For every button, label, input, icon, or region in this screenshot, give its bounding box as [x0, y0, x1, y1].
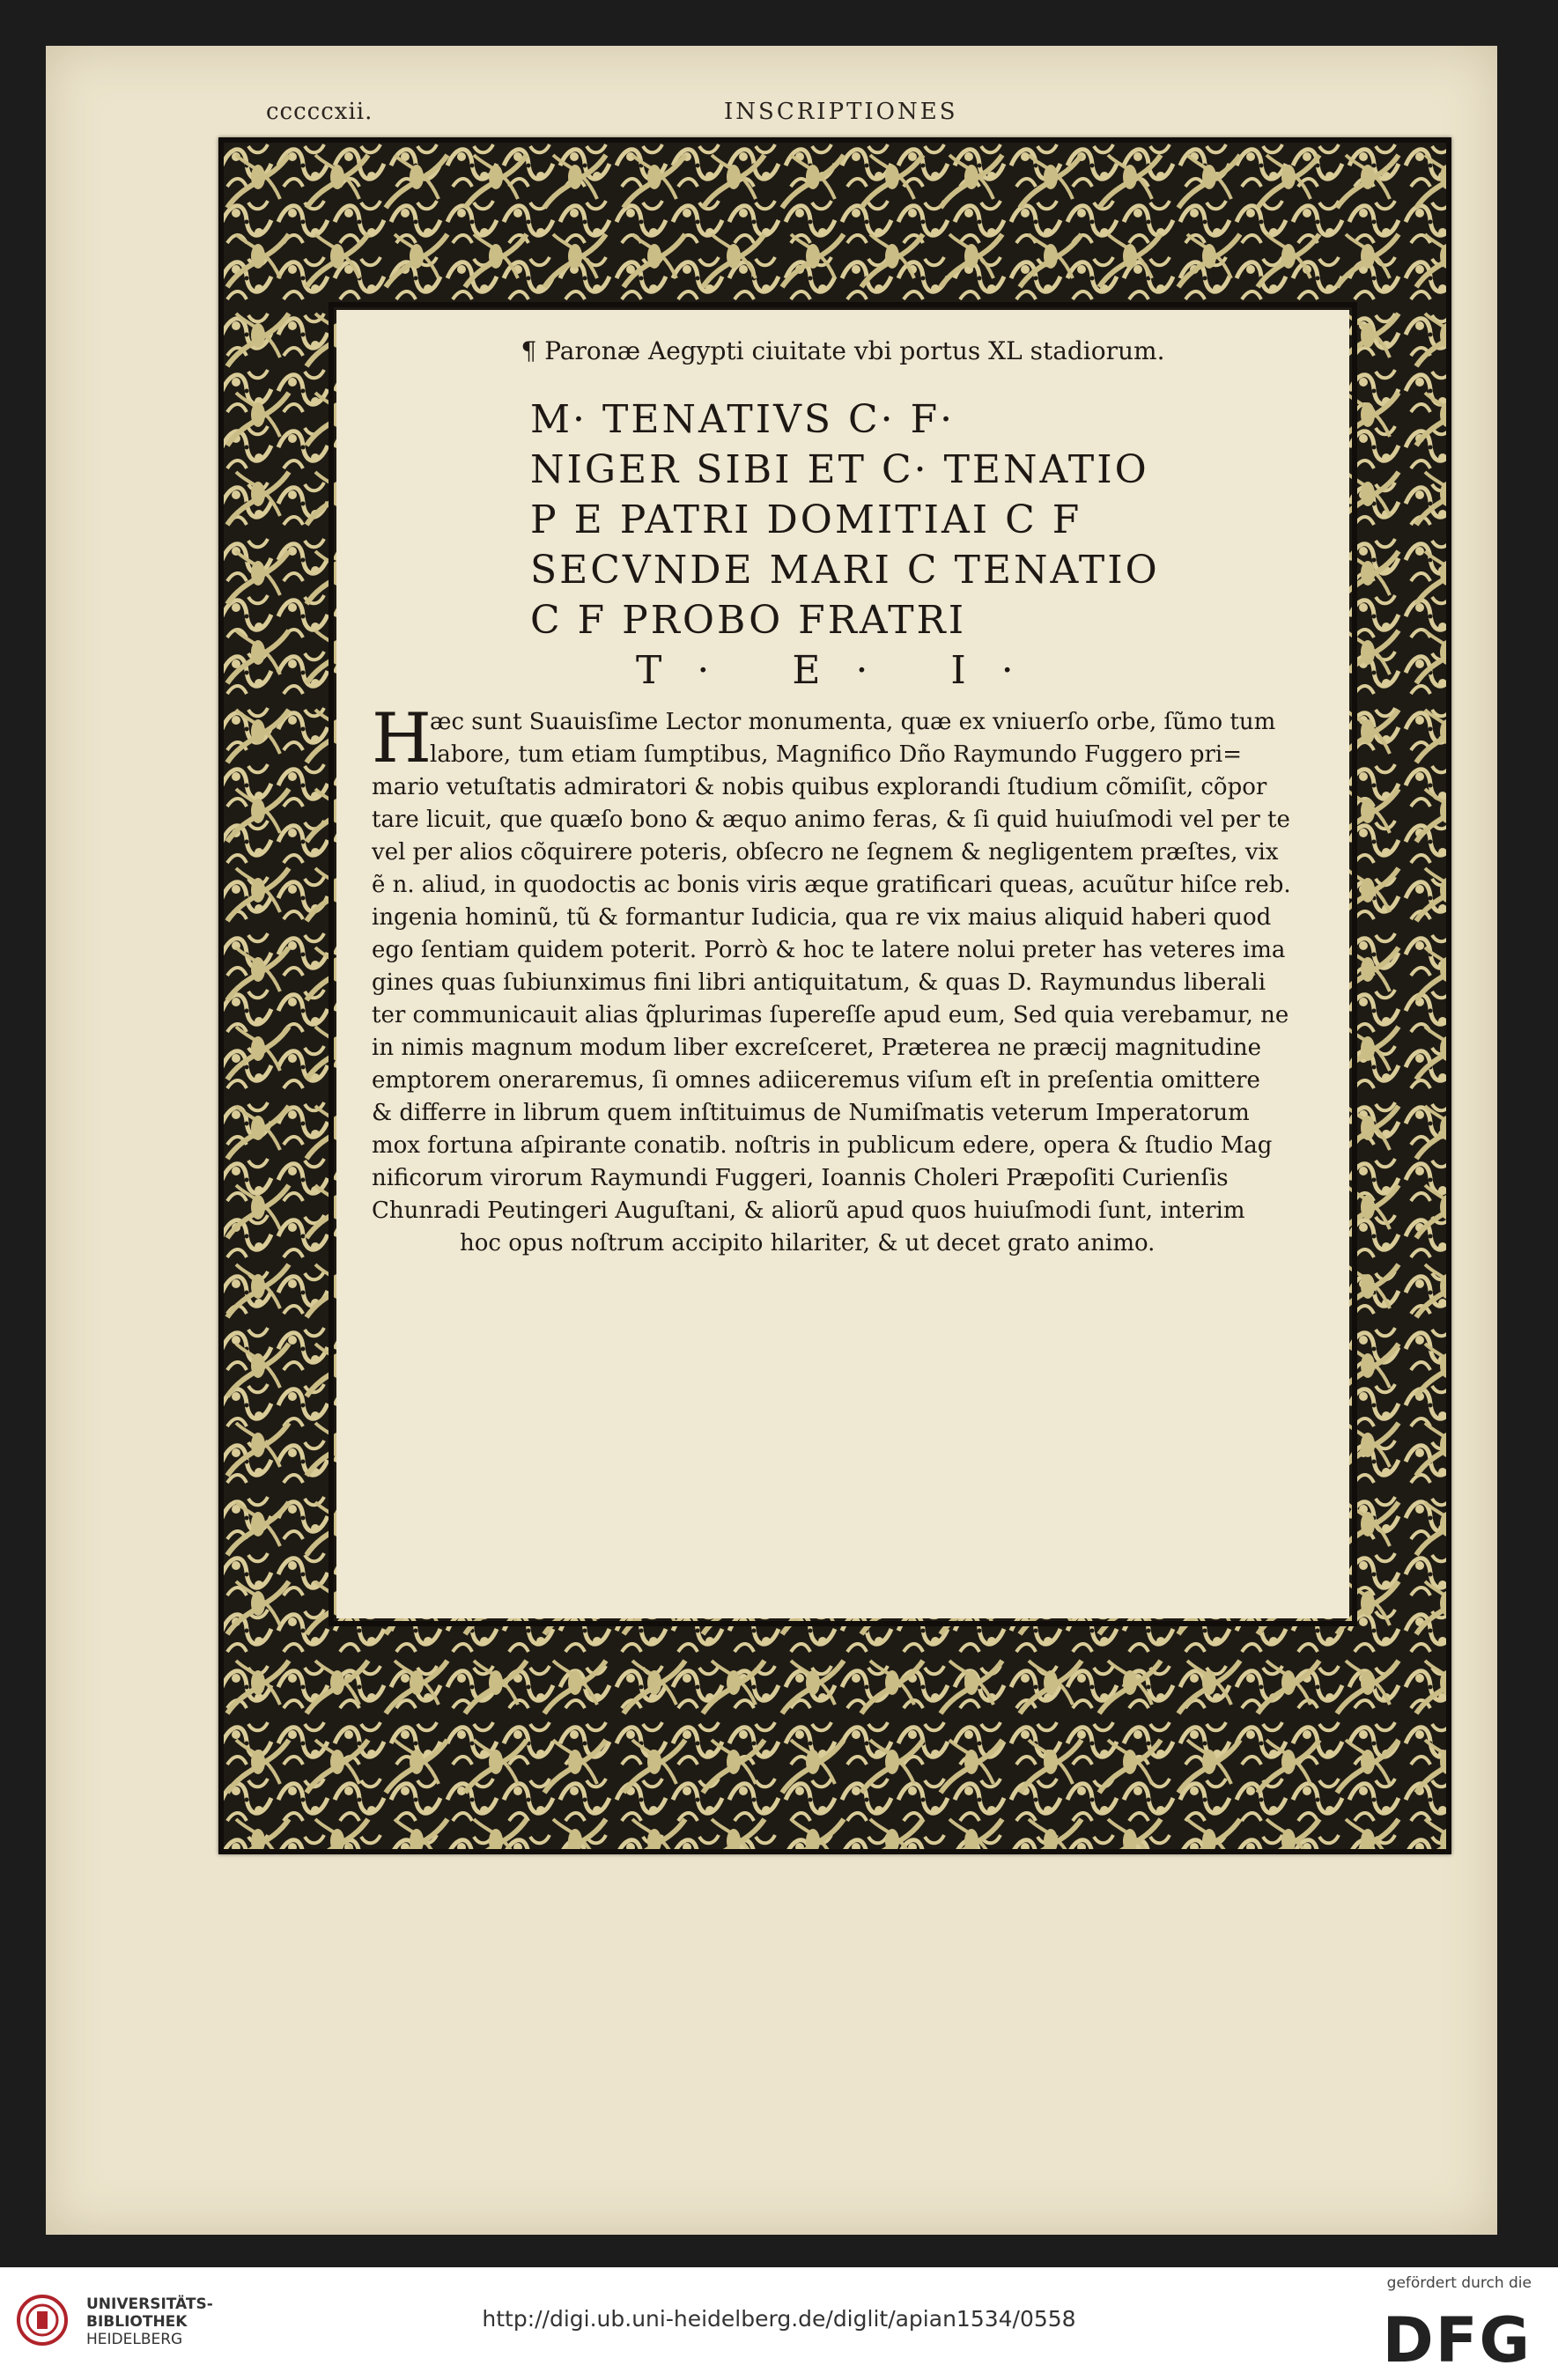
woodcut-border [218, 137, 1451, 1854]
body-line: ter communicauit alias q̃plurimas ſupereſſe apud eum, Sed quia verebamur, ne [372, 1002, 1289, 1028]
body-line: ego ſentiam quidem poterit. Porrò & hoc te latere nolui preter has veteres ima [372, 937, 1286, 963]
body-line: vel per alios cõquirere poteris, obſecro ne ſegnem & negligentem præſtes, vix [372, 839, 1279, 866]
institution-line: BIBLIOTHEK [86, 2313, 188, 2331]
institution-line: UNIVERSITÄTS- [86, 2295, 213, 2313]
text-panel [336, 310, 1349, 1618]
dfg-logo: DFG [1382, 2304, 1532, 2376]
inscription-caption: ¶ Paronæ Aegypti ciuitate vbi portus XL stadiorum. [521, 336, 1165, 365]
body-line: tare licuit, que quæſo bono & æquo animo feras, & ſi quid huiuſmodi vel per te [372, 807, 1290, 833]
inscription-line: P E PATRI DOMITIAI C F [530, 497, 1082, 542]
body-line: Chunradi Peutingeri Auguſtani, & aliorũ apud quos huiuſmodi ſunt, interim [372, 1197, 1245, 1224]
inscription-line: NIGER SIBI ET C· TENATIO [530, 447, 1149, 492]
body-line: gines quas ſubiunximus fini libri antiquitatum, & quas D. Raymundus liberali [372, 969, 1266, 996]
running-head [46, 99, 1497, 134]
permalink-url[interactable]: http://digi.ub.uni-heidelberg.de/diglit/apian1534/0558 [482, 2306, 1076, 2332]
body-paragraph [372, 699, 1305, 1260]
funding-text: gefördert durch die [1386, 2274, 1532, 2292]
body-line: æc sunt Suauisſime Lector monumenta, quæ ex vniuerſo orbe, ſũmo tum [430, 709, 1276, 735]
body-line: & differre in librum quem inſtituimus de Numiſmatis veterum Imperatorum [372, 1100, 1250, 1126]
body-line: mario vetuſtatis admiratori & nobis quibus explorandi ſtudium cõmiſit, cõpor [372, 774, 1267, 800]
inscription-line: SECVNDE MARI C TENATIO [530, 548, 1160, 593]
inscription-line: M· TENATIVS C· F· [530, 397, 956, 442]
running-head-title: INSCRIPTIONES [724, 99, 958, 125]
drop-capital: H [372, 699, 432, 778]
body-line: ingenia hominũ, tũ & formantur Iudicia, qua re vix maius aliquid haberi quod [372, 904, 1272, 931]
body-line: labore, tum etiam ſumptibus, Magnifico Dño Raymundo Fuggero pri= [430, 741, 1243, 768]
body-line: mox fortuna aſpirante conatib. noſtris in publicum edere, opera & ſtudio Mag [372, 1132, 1273, 1159]
inscription-line: T· E· I· [636, 648, 1049, 693]
viewer-footer [0, 2267, 1558, 2380]
body-line: ẽ n. aliud, in quodoctis ac bonis viris æque gratificari queas, acuũtur hiſce reb. [372, 872, 1291, 898]
body-line: nificorum virorum Raymundi Fuggeri, Ioannis Choleri Præpoſiti Curienſis [372, 1165, 1229, 1191]
inscription-block [530, 394, 1200, 696]
folio-number: cccccxii. [266, 99, 373, 125]
institution-line: HEIDELBERG [86, 2331, 183, 2348]
body-line: emptorem oneraremus, ſi omnes adiiceremus viſum eſt in preſentia omittere [372, 1067, 1260, 1094]
body-line: in nimis magnum modum liber excreſceret, Præterea ne præcij magnitudine [372, 1035, 1261, 1061]
book-page [46, 46, 1497, 2235]
inscription-line: C F PROBO FRATRI [530, 598, 967, 643]
body-line: hoc opus noſtrum accipito hilariter, & ut decet grato animo. [460, 1230, 1156, 1256]
